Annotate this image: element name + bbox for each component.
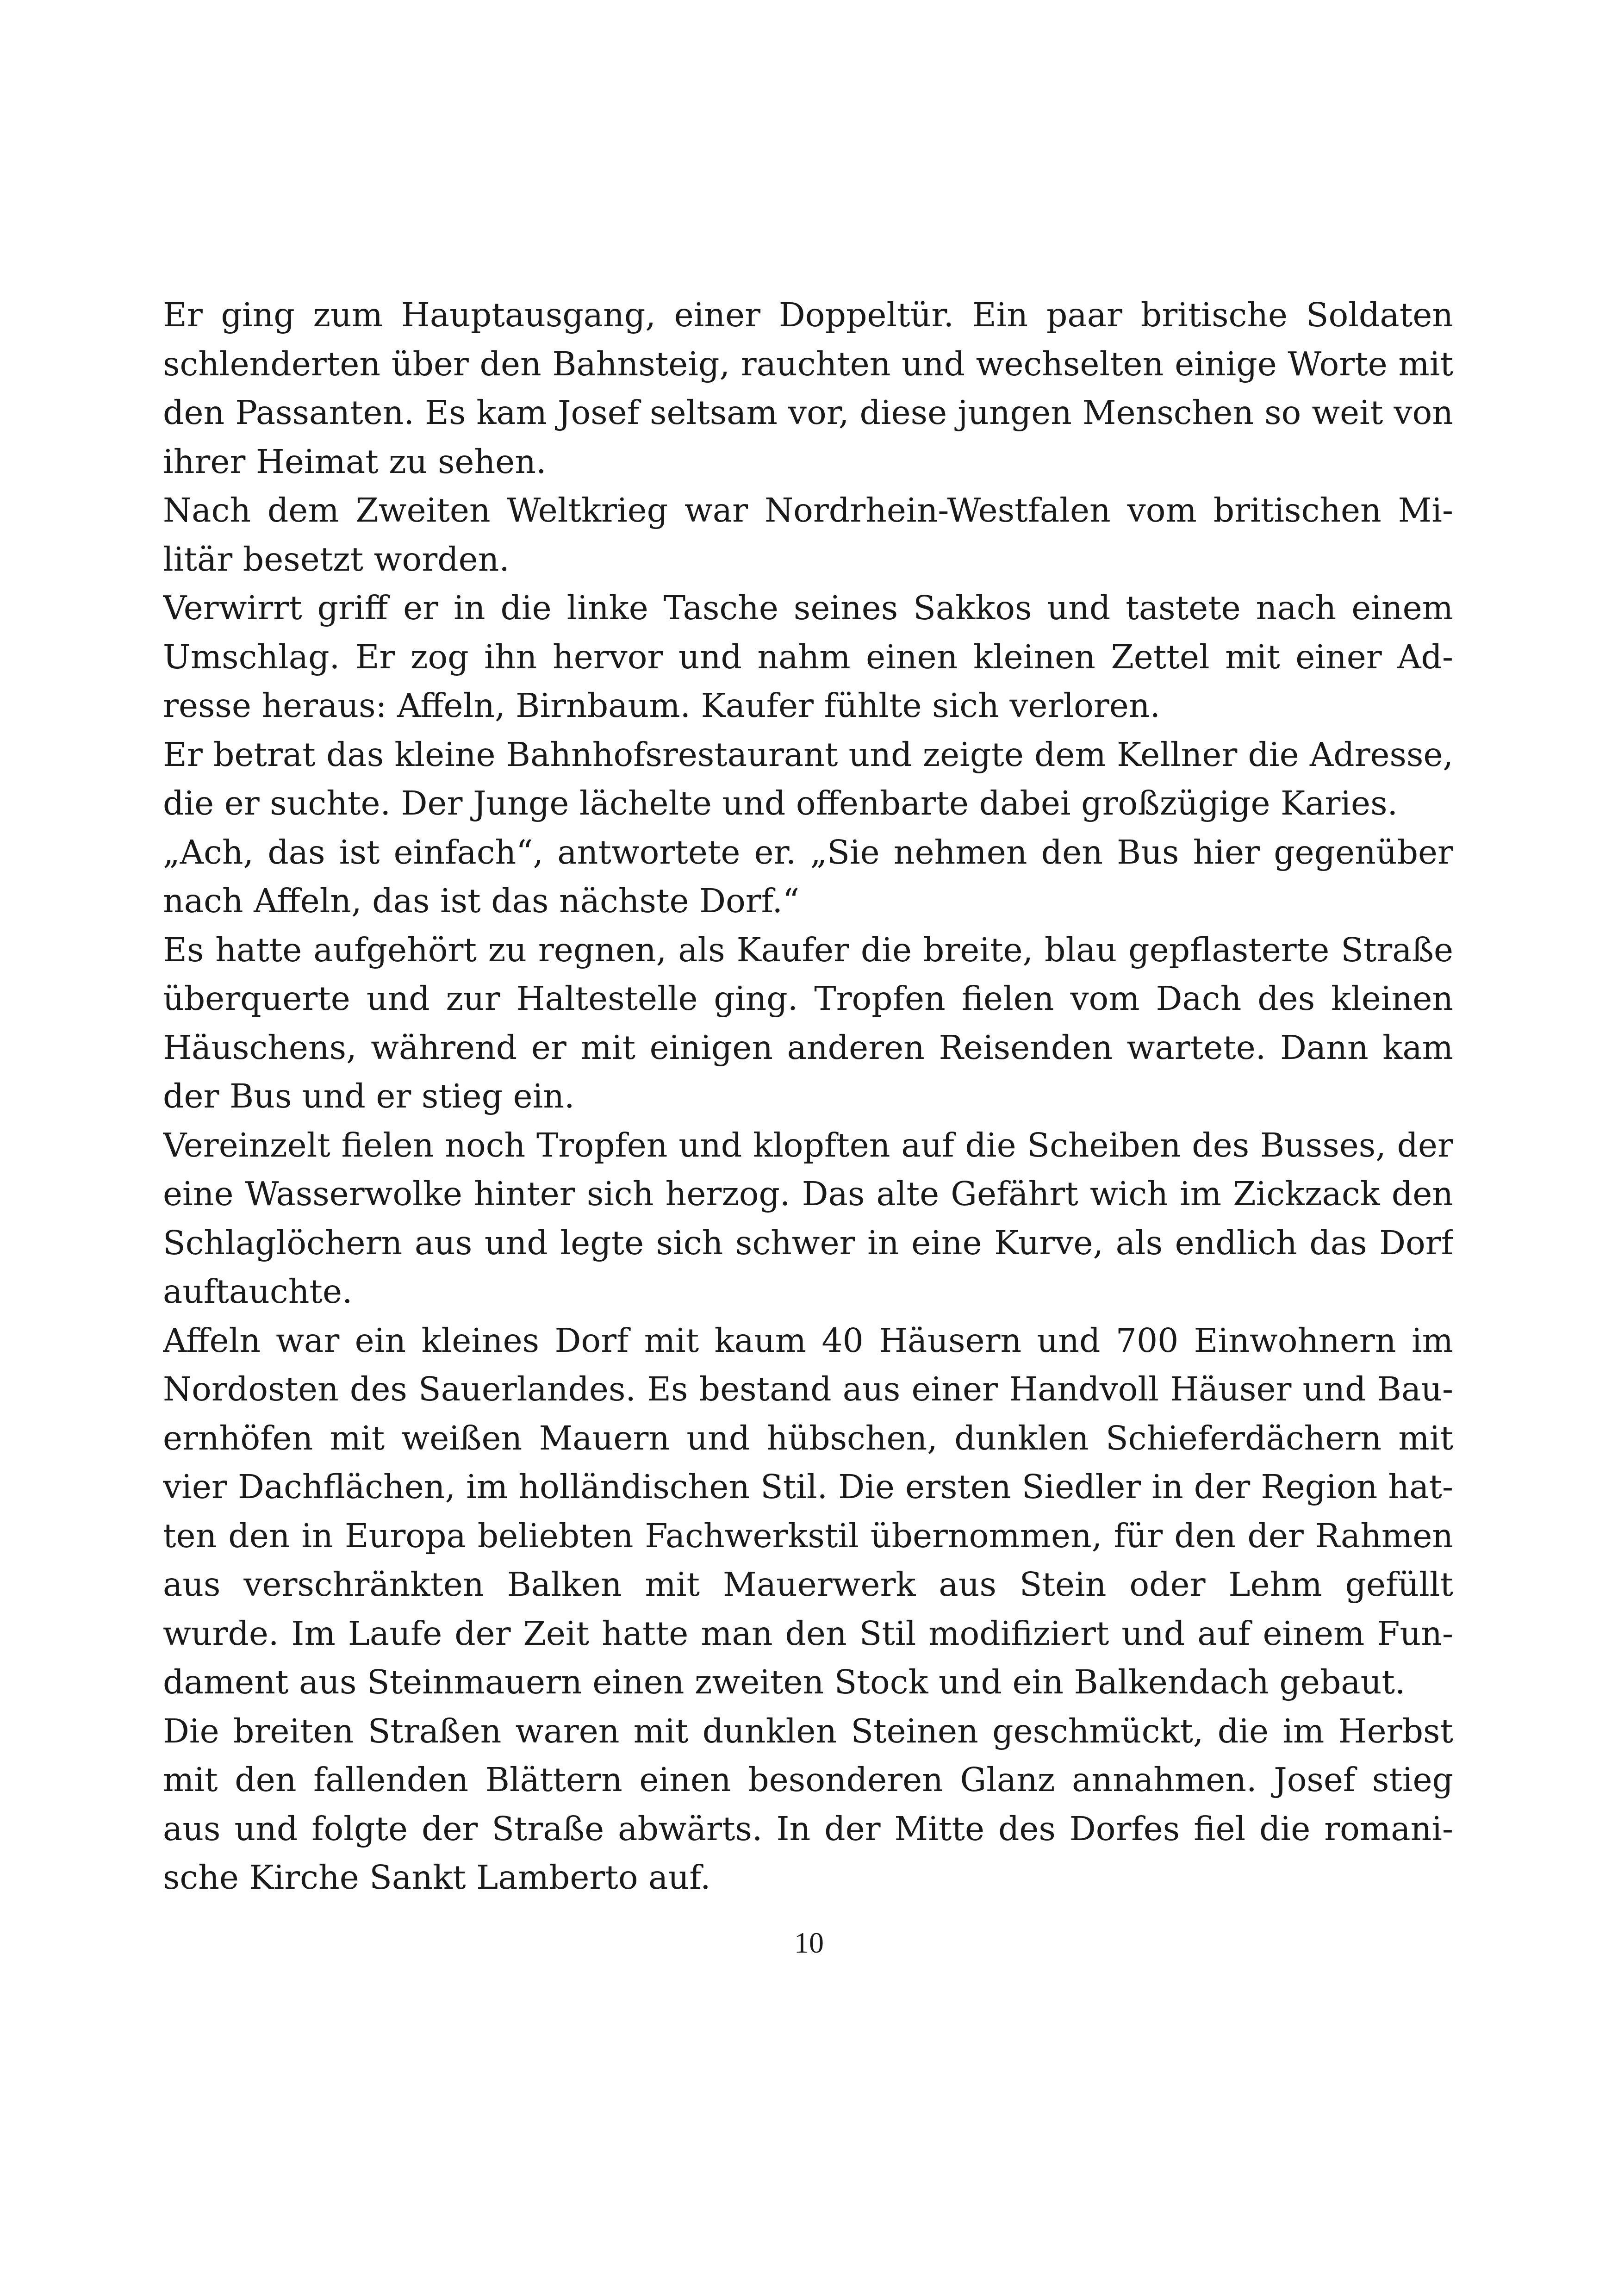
paragraph: [163, 584, 1453, 730]
page-number: 10: [794, 1926, 824, 1959]
text-line: die er suchte. Der Junge lächelte und offenbarte dabei großzügige Karies.: [163, 784, 1398, 822]
text-line: Nach dem Zweiten Weltkrieg war Nordrhein-Westfalen vom britischen Mi-: [163, 491, 1453, 529]
paragraph: [163, 486, 1453, 584]
paragraph: [163, 291, 1453, 486]
paragraph: [163, 1121, 1453, 1316]
text-line: litär besetzt worden.: [163, 540, 510, 579]
text-line: Die breiten Straßen waren mit dunklen Steinen geschmückt, die im Herbst: [163, 1711, 1453, 1750]
paragraph: [163, 730, 1453, 828]
text-line: mit den fallenden Blättern einen besonderen Glanz annahmen. Josef stieg: [163, 1761, 1453, 1799]
body-text: [163, 291, 1453, 1902]
text-line: den Passanten. Es kam Josef seltsam vor, diese jungen Menschen so weit von: [163, 393, 1453, 432]
text-line: schlenderten über den Bahnsteig, rauchten und wechselten einige Worte mit: [163, 344, 1453, 383]
text-line: Vereinzelt fielen noch Tropfen und klopften auf die Scheiben des Busses, der: [163, 1126, 1453, 1164]
paragraph: [163, 926, 1453, 1121]
text-line: eine Wasserwolke hinter sich herzog. Das alte Gefährt wich im Zickzack den: [163, 1175, 1453, 1213]
text-line: dament aus Steinmauern einen zweiten Stock und ein Balkendach gebaut.: [163, 1663, 1406, 1701]
paragraph: [163, 1316, 1453, 1707]
text-line: auftauchte.: [163, 1272, 353, 1311]
text-line: resse heraus: Affeln, Birnbaum. Kaufer fühlte sich verloren.: [163, 686, 1161, 725]
text-line: Umschlag. Er zog ihn hervor und nahm einen kleinen Zettel mit einer Ad-: [163, 637, 1453, 676]
text-line: aus verschränkten Balken mit Mauerwerk aus Stein oder Lehm gefüllt: [163, 1565, 1453, 1604]
text-line: vier Dachflächen, im holländischen Stil. Die ersten Siedler in der Region hat-: [163, 1468, 1453, 1506]
text-line: ten den in Europa beliebten Fachwerkstil übernommen, für den der Rahmen: [163, 1516, 1453, 1555]
text-line: Es hatte aufgehört zu regnen, als Kaufer die breite, blau gepflasterte Straße: [163, 930, 1453, 969]
text-line: Er ging zum Hauptausgang, einer Doppeltür. Ein paar britische Soldaten: [163, 296, 1453, 334]
text-line: nach Affeln, das ist das nächste Dorf.“: [163, 882, 800, 920]
paragraph: [163, 828, 1453, 926]
text-line: Schlaglöchern aus und legte sich schwer in eine Kurve, als endlich das Dorf: [163, 1223, 1453, 1262]
text-line: Er betrat das kleine Bahnhofsrestaurant und zeigte dem Kellner die Adresse,: [163, 735, 1453, 774]
text-line: Affeln war ein kleines Dorf mit kaum 40 Häusern und 700 Einwohnern im: [163, 1321, 1453, 1360]
text-line: „Ach, das ist einfach“, antwortete er. „Sie nehmen den Bus hier gegenüber: [163, 833, 1453, 871]
text-line: ernhöfen mit weißen Mauern und hübschen, dunklen Schieferdächern mit: [163, 1419, 1453, 1457]
paragraph: [163, 1707, 1453, 1902]
text-line: ihrer Heimat zu sehen.: [163, 442, 547, 481]
text-line: sche Kirche Sankt Lamberto auf.: [163, 1858, 711, 1897]
text-line: überquerte und zur Haltestelle ging. Tropfen fielen vom Dach des kleinen: [163, 979, 1453, 1018]
text-line: aus und folgte der Straße abwärts. In der Mitte des Dorfes fiel die romani-: [163, 1809, 1453, 1848]
text-line: Häuschens, während er mit einigen anderen Reisenden wartete. Dann kam: [163, 1028, 1453, 1067]
text-line: der Bus und er stieg ein.: [163, 1077, 575, 1115]
text-line: wurde. Im Laufe der Zeit hatte man den Stil modifiziert und auf einem Fun-: [163, 1614, 1453, 1653]
text-line: Nordosten des Sauerlandes. Es bestand aus einer Handvoll Häuser und Bau-: [163, 1370, 1453, 1408]
text-line: Verwirrt griff er in die linke Tasche seines Sakkos und tastete nach einem: [163, 589, 1453, 627]
